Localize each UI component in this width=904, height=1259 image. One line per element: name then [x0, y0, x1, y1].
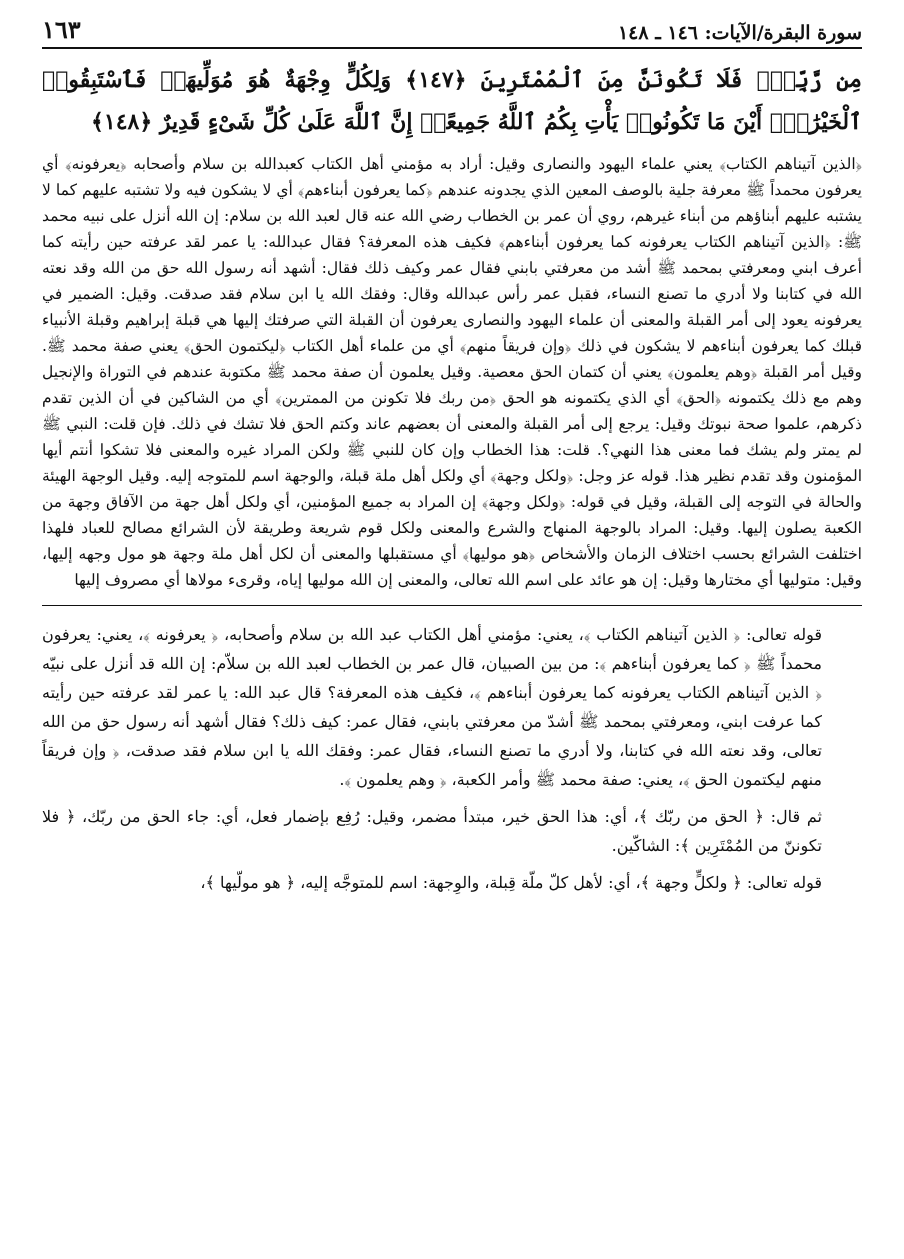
surah-title: سورة البقرة/الآيات: ١٤٦ ـ ١٤٨ — [617, 22, 862, 44]
quran-verses: مِن رَّبِّكَۖ فَلَا تَكُونَنَّ مِنَ ٱلْمُمْتَرِينَ ﴿١٤٧﴾ وَلِكُلٍّ وِجْهَةٌ هُوَ مُوَلِّيهَاۖ فَٱسْتَبِقُوا۟ ٱلْخَيْرَٰتِۚ أَيْنَ مَا تَكُونُوا۟ يَأْتِ بِكُمُ ٱللَّهُ جَمِيعًاۚ إِنَّ ٱللَّهَ عَلَىٰ كُلِّ شَىْءٍ قَدِيرٌ ﴿١٤٨﴾ — [42, 67, 863, 135]
tafsir-lower-paragraph-3: قوله تعالى: ﴿ ولكلٍّ وجهة ﴾، أي: لأهل كلّ ملّة قِبلة، والوِجهة: اسم للمتوجَّه إليه، ﴿ هو مولّيها ﴾، — [200, 873, 822, 892]
page-number: ١٦٣ — [42, 15, 81, 44]
book-page — [42, 10, 862, 905]
page-header — [42, 10, 862, 49]
tafsir-lower-paragraph-2: ثم قال: ﴿ الحق من ربّك ﴾، أي: هذا الحق خير، مبتدأ مضمر، وقيل: رُفِع بإضمار فعل، أي: جاء الحق من ربّك، ﴿ فلا تكوننّ من المُمْتَرِين ﴾: الشاكّين. — [42, 807, 822, 855]
tafsir-upper: ﴿الذين آتيناهم الكتاب﴾ يعني علماء اليهود والنصارى وقيل: أراد به مؤمني أهل الكتاب كعبدالله بن سلام وأصحابه ﴿يعرفونه﴾ أي يعرفون محمداً ﷺ معرفة جلية بالوصف المعين الذي يجدونه عندهم ﴿كما يعرفون أبناءهم﴾ أي لا يشكون فيه ولا تشتبه عليهم كما لا يشتبه عليهم أبناؤهم من أبناء غيرهم، روي أن عمر بن الخطاب رضي الله عنه قال لعبد الله بن سلام: إن الله أنزل على نبيه محمد ﷺ: ﴿الذين آتيناهم الكتاب يعرفونه كما يعرفون أبناءهم﴾ فكيف هذه المعرفة؟ فقال عبدالله: يا عمر لقد عرفته حين رأيته كما أعرف ابني ومعرفتي بمحمد ﷺ أشد من معرفتي بابني فقال عمر وكيف ذلك فقال: أشهد أنه رسول الله حق من الله وقد نعته الله في كتابنا ولا أدري ما تصنع النساء، فقبل عمر رأس عبدالله وقال: وفقك الله يا ابن سلام فقد صدقت. وقيل: الضمير في يعرفونه يعود إلى أمر القبلة والمعنى أن علماء اليهود والنصارى يعرفون أن القبلة التي صرفتك إليها هي قبلة إبراهيم وقبلة الأنبياء قبلك كما يعرفون أبناءهم لا يشكون في ذلك ﴿وإن فريقاً منهم﴾ أي من علماء أهل الكتاب ﴿ليكتمون الحق﴾ يعني صفة محمد ﷺ. وقيل أمر القبلة ﴿وهم يعلمون﴾ يعني أن كتمان الحق معصية. وقيل يعلمون أن صفة محمد ﷺ مكتوبة عندهم في التوراة والإنجيل وهم مع ذلك يكتمونه ﴿الحق﴾ أي الذي يكتمونه هو الحق ﴿من ربك فلا تكونن من الممترين﴾ أي من الشاكين في أن الذين تقدم ذكرهم، علموا صحة نبوتك وقيل: يرجع إلى أمر القبلة والمعنى أن بعضهم عاند وكتم الحق فلا تشك في ذلك. فإن قلت: النبي ﷺ لم يمتر ولم يشك فما معنى هذا النهي؟. قلت: هذا الخطاب وإن كان للنبي ﷺ ولكن المراد غيره والمعنى فلا تشكوا أنتم أيها المؤمنون وقد تقدم نظير هذا. قوله عز وجل: ﴿ولكل وجهة﴾ أي ولكل أهل ملة قبلة، والوجهة اسم للمتوجه إليه. وقيل الوجهة الهيئة والحالة في التوجه إلى القبلة، وقيل في قوله: ﴿ولكل وجهة﴾ إن المراد به جميع المؤمنين، أي ولكل أهل جهة من الآفاق وجهة من الكعبة يصلون إليها. وقيل: المراد بالوجهة المنهاج والشرع والمعنى ولكل قوم شريعة وطريقة لأن الشرائع مصالح للعباد فلهذا اختلفت الشرائع بحسب اختلاف الزمان والأشخاص ﴿هو موليها﴾ أي مستقبلها والمعنى أن لكل أهل ملة وجهة هو مول وجهه إليها، وقيل: متوليها أي مختارها وقيل: إن هو عائد على اسم الله تعالى، والمعنى إن الله موليها إياه، وقرىء مولاها أي مصروف إليها — [42, 155, 862, 589]
section-divider — [42, 605, 862, 606]
tafsir-lower-paragraph-1: قوله تعالى: ﴿ الذين آتيناهم الكتاب ﴾، يعني: مؤمني أهل الكتاب عبد الله بن سلام وأصحابه، ﴿ يعرفونه ﴾، يعني: يعرفون محمداً ﷺ ﴿ كما يعرفون أبناءهم ﴾: من بين الصبيان، قال عمر بن الخطاب لعبد الله بن سلاّم: إن الله قد أنزل على نبيّه ﴿ الذين آتيناهم الكتاب يعرفونه كما يعرفون أبناءهم ﴾، فكيف هذه المعرفة؟ قال عبد الله: يا عمر لقد عرفته حين رأيته كما عرفت ابني، ومعرفتي بمحمد ﷺ أشدّ من معرفتي بابني، فقال عمر: كيف ذلك؟ فقال أشهد أنه رسول حق من الله تعالى، وقد نعته الله في كتابنا، ولا أدري ما تصنع النساء، فقال عمر: وفقك الله يا ابن سلام فقد صدقت، ﴿ وإن فريقاً منهم ليكتمون الحق ﴾، يعني: صفة محمد ﷺ وأمر الكعبة، ﴿ وهم يعلمون ﴾. — [42, 625, 823, 789]
tafsir-lower — [42, 620, 862, 897]
